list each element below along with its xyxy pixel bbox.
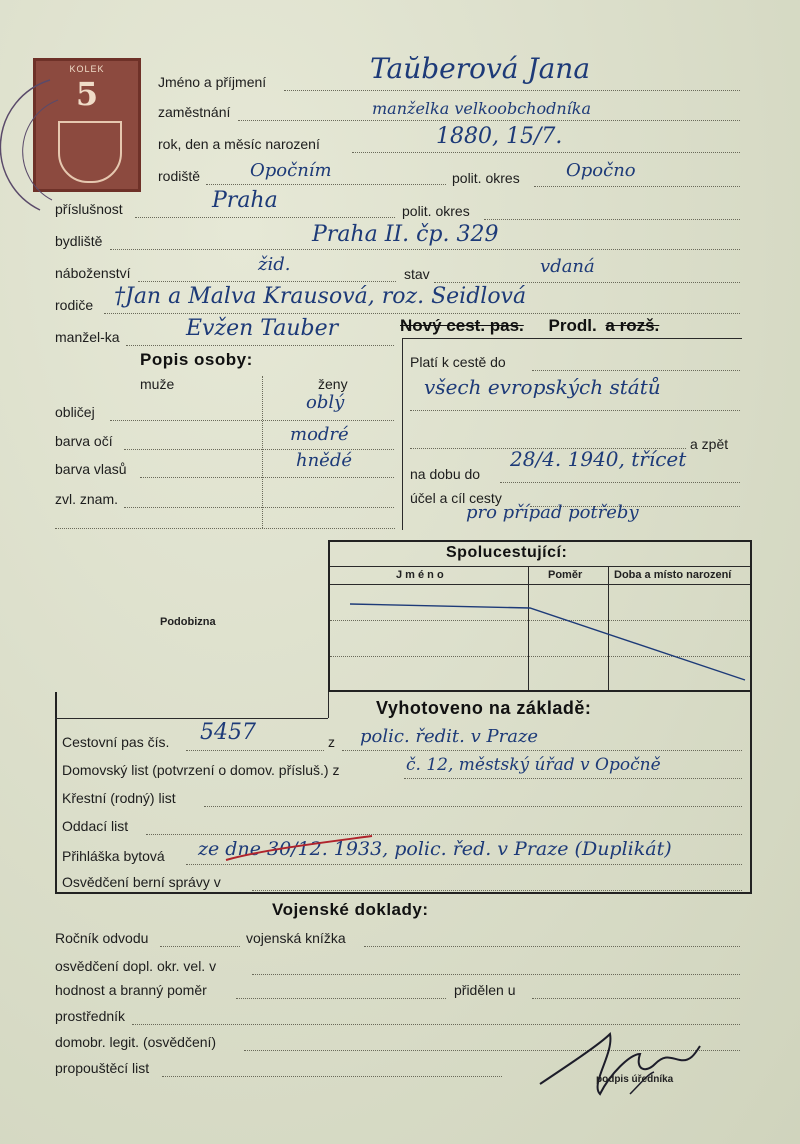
extend-option: a rozš. (605, 316, 660, 335)
status-value: vdaná (540, 256, 595, 277)
male-header: muže (140, 376, 175, 392)
strike-through-line (330, 596, 750, 686)
religion-label: náboženství (55, 265, 131, 281)
district-label: polit. okres (452, 170, 520, 186)
passport-type-row (400, 316, 659, 336)
basis-title: Vyhotoveno na základě: (376, 698, 592, 718)
spouse-label: manžel-ka (55, 329, 120, 345)
eyes-label: barva očí (55, 433, 113, 449)
signature-label: podpis úředníka (596, 1074, 674, 1085)
hair-label: barva vlasů (55, 461, 127, 477)
status-label: stav (404, 266, 430, 282)
domicile-label: Domovský list (potvrzení o domov. přísluš.) z (62, 762, 340, 778)
valid-label: Platí k cestě do (410, 354, 506, 370)
birth-value: 1880, 15/7. (436, 124, 563, 149)
official-signature (530, 1024, 710, 1104)
district-value: Opočno (566, 160, 636, 181)
job-label: zaměstnání (158, 104, 231, 120)
face-label: obličej (55, 404, 95, 420)
birthplace-value: Opočním (250, 160, 332, 181)
marriage-label: Oddací list (62, 818, 129, 834)
parents-value: †Jan a Malva Krausová, roz. Seidlová (114, 284, 527, 309)
marks-label: zvl. znam. (55, 491, 119, 507)
revenue-stamp-icon: KOLEK 5 (33, 58, 141, 192)
companions-title: Spolucestující: (446, 544, 568, 561)
religion-value: žid. (258, 254, 291, 275)
passport-from-value: polic. ředit. v Praze (360, 726, 539, 747)
spouse-value: Evžen Tauber (186, 316, 339, 341)
rank-label: hodnost a branný poměr (55, 982, 207, 998)
citizenship-value: Praha (212, 188, 278, 213)
assigned-label: přidělen u (454, 982, 516, 998)
prolong-option: Prodl. (548, 316, 597, 335)
duration-label: na dobu do (410, 466, 481, 482)
hair-female-value: hnědé (296, 450, 353, 471)
red-correction-mark (222, 830, 382, 870)
purpose-label: účel a cíl cesty (410, 490, 502, 506)
registration-value: ze dne 30/12. 1933, polic. řed. v Praze (Duplikát) (198, 838, 672, 860)
valid-value: všech evropských států (424, 375, 661, 399)
passport-number-value: 5457 (200, 720, 256, 745)
passport-from-label: z (328, 734, 335, 750)
cert-label: osvědčení dopl. okr. vel. v (55, 958, 217, 974)
duration-value: 28/4. 1940, třícet (510, 447, 687, 471)
military-book-label: vojenská knížka (246, 930, 346, 946)
companions-col-birth: Doba a místo narození (614, 569, 732, 581)
registration-label: Přihláška bytová (62, 848, 165, 864)
military-title: Vojenské doklady: (272, 900, 429, 919)
description-title: Popis osoby: (140, 350, 253, 369)
job-value: manželka velkoobchodníka (372, 99, 591, 118)
companions-col-relation: Poměr (548, 569, 583, 581)
residence-value: Praha II. čp. 329 (312, 222, 499, 247)
birthplace-label: rodiště (158, 168, 201, 184)
baptism-label: Křestní (rodný) list (62, 790, 176, 806)
photo-label: Podobizna (160, 616, 216, 628)
return-label: a zpět (690, 436, 729, 452)
district2-label: polit. okres (402, 203, 470, 219)
passport-number-label: Cestovní pas čís. (62, 734, 170, 750)
residence-label: bydliště (55, 233, 103, 249)
means-label: prostředník (55, 1008, 126, 1024)
tax-label: Osvědčení berní správy v (62, 874, 221, 890)
birth-label: rok, den a měsíc narození (158, 136, 320, 152)
female-header: ženy (318, 376, 348, 392)
parents-label: rodiče (55, 297, 94, 313)
name-value: Taŭberová Jana (370, 52, 591, 85)
purpose-value: pro případ potřeby (466, 502, 639, 523)
citizenship-label: příslušnost (55, 201, 123, 217)
name-label: Jméno a příjmení (158, 74, 267, 90)
postmark-icon (0, 60, 60, 220)
new-passport-option: Nový cest. pas. (400, 316, 524, 335)
release-label: propouštěcí list (55, 1060, 150, 1076)
domicile-value: č. 12, městský úřad v Opočně (406, 755, 661, 775)
companions-col-name: J m é n o (396, 569, 444, 581)
face-female-value: oblý (306, 392, 345, 413)
year-label: Ročník odvodu (55, 930, 149, 946)
eyes-female-value: modré (290, 424, 349, 445)
legit-label: domobr. legit. (osvědčení) (55, 1034, 217, 1050)
